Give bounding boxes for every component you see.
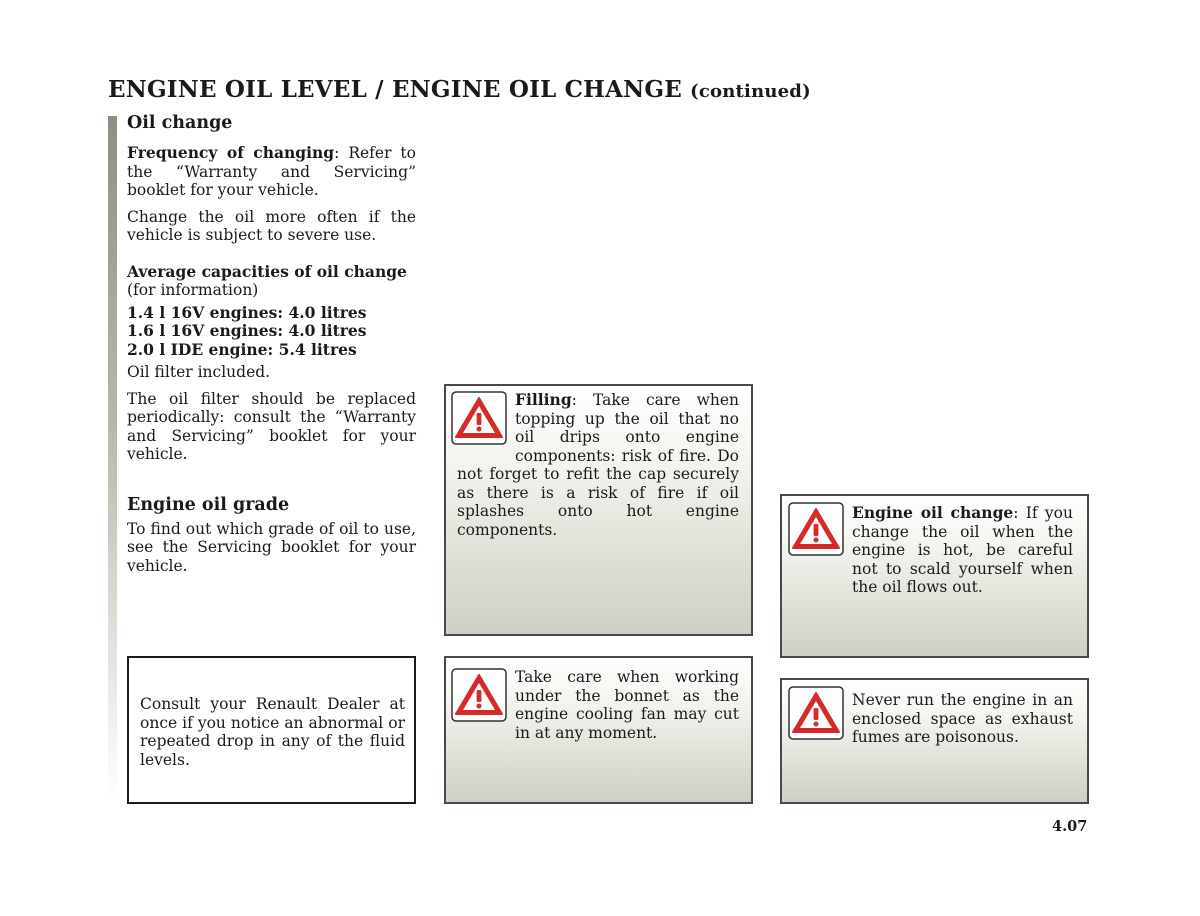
page-number: 4.07 — [1052, 818, 1088, 835]
warning-hot-oil-body: : If you change the oil when the engine is hot, be careful not to scald yourself when the oil flows out. — [852, 504, 1073, 596]
frequency-label: Frequency of changing — [127, 143, 335, 162]
capacity-item: 1.6 l 16V engines: 4.0 litres — [127, 321, 367, 340]
section-side-bar — [108, 116, 117, 804]
warning-hot-oil-label: Engine oil change — [852, 503, 1014, 522]
warning-box-hot-oil — [780, 494, 1089, 658]
oil-grade-heading: Engine oil grade — [127, 494, 290, 515]
dealer-note-text: Consult your Renault Dealer at once if you notice an abnormal or repeated drop in any of the fluid levels. — [140, 695, 405, 769]
capacities-list — [127, 304, 416, 360]
warning-triangle-icon — [451, 391, 507, 445]
severe-use-paragraph: Change the oil more often if the vehicle is subject to severe use. — [127, 207, 416, 244]
filter-paragraph: The oil filter should be replaced periodically: consult the “Warranty and Servicing” booklet for your vehicle. — [127, 389, 416, 463]
warning-filling-label: Filling — [515, 390, 572, 409]
left-column — [127, 112, 416, 583]
warning-filling-body: : Take care when topping up the oil that no oil drips onto engine components: risk of fire. Do not forget to refit the cap securely as there is a risk of fire if oil splashes onto hot engine components. — [457, 391, 739, 539]
capacity-item: 2.0 l IDE engine: 5.4 litres — [127, 339, 357, 359]
page-title-suffix: (continued) — [690, 81, 811, 102]
capacity-item: 1.4 l 16V engines: 4.0 litres — [127, 302, 367, 322]
frequency-text: : Refer to the “Warranty and Servicing” booklet for your vehicle. — [127, 144, 416, 199]
frequency-paragraph — [127, 144, 416, 200]
warning-box-exhaust — [780, 678, 1089, 804]
warning-box-filling — [444, 384, 753, 636]
dealer-note-box — [127, 656, 416, 804]
page-title-text: ENGINE OIL LEVEL / ENGINE OIL CHANGE — [108, 76, 682, 103]
warning-triangle-icon — [788, 502, 844, 556]
warning-triangle-icon — [451, 668, 507, 722]
oil-grade-paragraph: To find out which grade of oil to use, see the Servicing booklet for your vehicle. — [127, 519, 416, 575]
warning-box-fan — [444, 656, 753, 804]
oil-change-heading: Oil change — [127, 113, 233, 133]
page-title — [108, 76, 811, 103]
capacities-heading: Average capacities of oil change — [127, 261, 407, 281]
filter-included-text: Oil filter included. — [127, 363, 271, 381]
warning-triangle-icon — [788, 686, 844, 740]
warning-exhaust-text: Never run the engine in an enclosed space as exhaust fumes are poisonous. — [852, 691, 1073, 746]
capacities-note: (for information) — [127, 281, 259, 299]
warning-hot-oil-text — [852, 502, 1073, 597]
warning-fan-text: Take care when working under the bonnet as the engine cooling fan may cut in at any moment. — [515, 668, 739, 742]
